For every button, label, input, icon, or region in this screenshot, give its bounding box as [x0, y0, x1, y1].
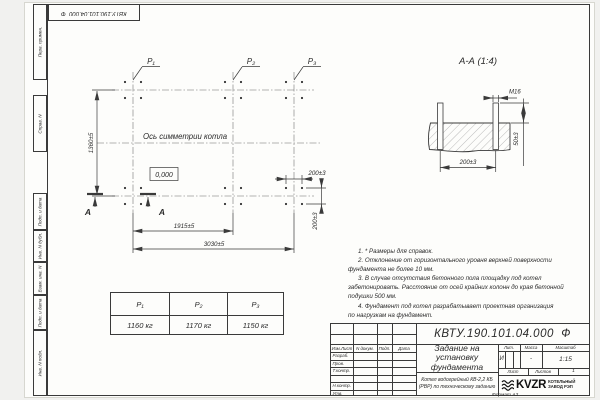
dimension-m16	[484, 90, 521, 103]
note-line: по нагрузкам на фундамент.	[348, 311, 433, 319]
level-mark: 0,000	[155, 172, 173, 179]
margin-stamp-sprav-n: Справ. N	[33, 95, 47, 152]
title-block	[330, 323, 590, 396]
section-letter-right: А	[158, 207, 166, 217]
p2-label: P₂	[246, 57, 256, 66]
anchor-bolt-right	[493, 103, 499, 150]
row-razrab: Разраб.	[332, 353, 349, 359]
company-name: KVZR	[516, 379, 547, 391]
p3-label: P₃	[307, 57, 317, 66]
masshtab-header: Масштаб	[555, 344, 576, 350]
sheets-label: Листов	[535, 369, 551, 374]
svg-text:3030±5: 3030±5	[203, 241, 225, 248]
section-view	[428, 56, 529, 172]
svg-text:1360±5: 1360±5	[88, 132, 95, 154]
drawing-subtitle: Котел водогрейный КВ-2,2 КБ (РВР) по техническому заданию	[418, 377, 496, 390]
load-table-value-p3: 1150 кг	[227, 315, 283, 334]
load-table-header-p2: P₂	[169, 293, 227, 315]
technical-notes	[348, 247, 593, 320]
col-data: Дата	[398, 345, 410, 351]
row-nkontr: Н.контр.	[332, 383, 352, 389]
svg-text:200±3: 200±3	[312, 212, 319, 230]
load-table	[110, 292, 284, 335]
lit-header: Лит.	[503, 344, 515, 350]
note-line: 4. Фундамент под котел разрабатывает проектная организация	[358, 302, 554, 310]
row-tkontr: Т.контр.	[332, 368, 351, 374]
sheet-label: Лист	[507, 369, 519, 374]
margin-stamp-podp-data-1: Подп. и дата	[33, 193, 47, 230]
row-prov: Пров.	[332, 360, 345, 366]
margin-stamp-podp-data-2: Подп. и дата	[33, 295, 47, 330]
svg-text:1915±5: 1915±5	[173, 223, 195, 230]
load-table-header-p1: P₁	[136, 299, 144, 309]
load-table-value-p1: 1160 кг	[111, 315, 169, 334]
load-table-header-p3: P₃	[227, 293, 283, 315]
row-blank	[331, 375, 353, 383]
margin-stamp-inv-dubl: Инв. N дубл.	[33, 230, 47, 262]
load-leaders	[133, 67, 321, 81]
note-line: 1. * Размеры для справок.	[358, 248, 434, 255]
plan-centerlines	[97, 72, 322, 213]
svg-text:50±3: 50±3	[514, 132, 520, 146]
svg-text:200±3: 200±3	[308, 170, 326, 177]
load-table-value-p2: 1170 кг	[169, 315, 227, 334]
section-letter-left: А	[84, 207, 92, 217]
sheets-count: 1	[572, 369, 575, 374]
row-utv: Утв.	[332, 390, 343, 396]
section-title: А-А (1:4)	[458, 56, 498, 67]
dimension-200-horizontal	[275, 170, 326, 184]
dimension-1915	[133, 213, 233, 235]
top-stamp-doc-number: КВТУ.190.101.04.000 Ф	[61, 9, 127, 16]
col-podp: Подп.	[378, 345, 391, 351]
doc-number: КВТУ.190.101.04.000 Ф	[434, 328, 571, 340]
note-line: 3. В случае отсутствия бетонного пола площадку под котел	[358, 275, 542, 283]
massa-header: Масса	[524, 344, 538, 350]
svg-text:М16: М16	[509, 89, 521, 96]
dimension-200-vertical	[306, 181, 326, 231]
note-line: 2. Отклонение от горизонтального уровня верхней поверхности	[358, 257, 552, 265]
lit-value: И	[499, 356, 504, 363]
note-line: фундамента не более 10 мм.	[348, 266, 434, 274]
p1-label: P₁	[147, 57, 155, 66]
symmetry-axis-label: Ось симметрии котла	[143, 132, 228, 141]
col-n-dokum: N докум.	[356, 345, 374, 351]
margin-stamp-perv-primen: Перв. примен.	[33, 4, 47, 80]
format-label: Формат А3	[491, 393, 519, 398]
massa-value: -	[530, 356, 532, 363]
drawing-title: Задание на установку фундамента	[430, 342, 484, 372]
scale-value: 1:15	[559, 355, 572, 363]
dimension-3030	[133, 213, 294, 253]
note-line: подушки 500 мм.	[348, 293, 397, 301]
anchor-bolt-left	[438, 103, 444, 150]
svg-text:200±3: 200±3	[459, 160, 477, 166]
margin-stamp-vzam-inv: Взам. инв. N	[33, 262, 47, 295]
col-izm-list: Изм.Лист	[331, 345, 353, 351]
company-logo	[498, 375, 592, 395]
company-tagline: КОТЕЛЬНЫЙ ЗАВОД РЭП	[548, 379, 576, 389]
spring-icon	[501, 379, 514, 392]
note-line: забетонировать. Расстояние от осей крайних колонн до края бетонной	[348, 284, 564, 292]
plan-view	[84, 57, 326, 253]
margin-stamp-inv-podl: Инв. N подл.	[33, 330, 47, 396]
dimension-200-section	[440, 151, 496, 172]
